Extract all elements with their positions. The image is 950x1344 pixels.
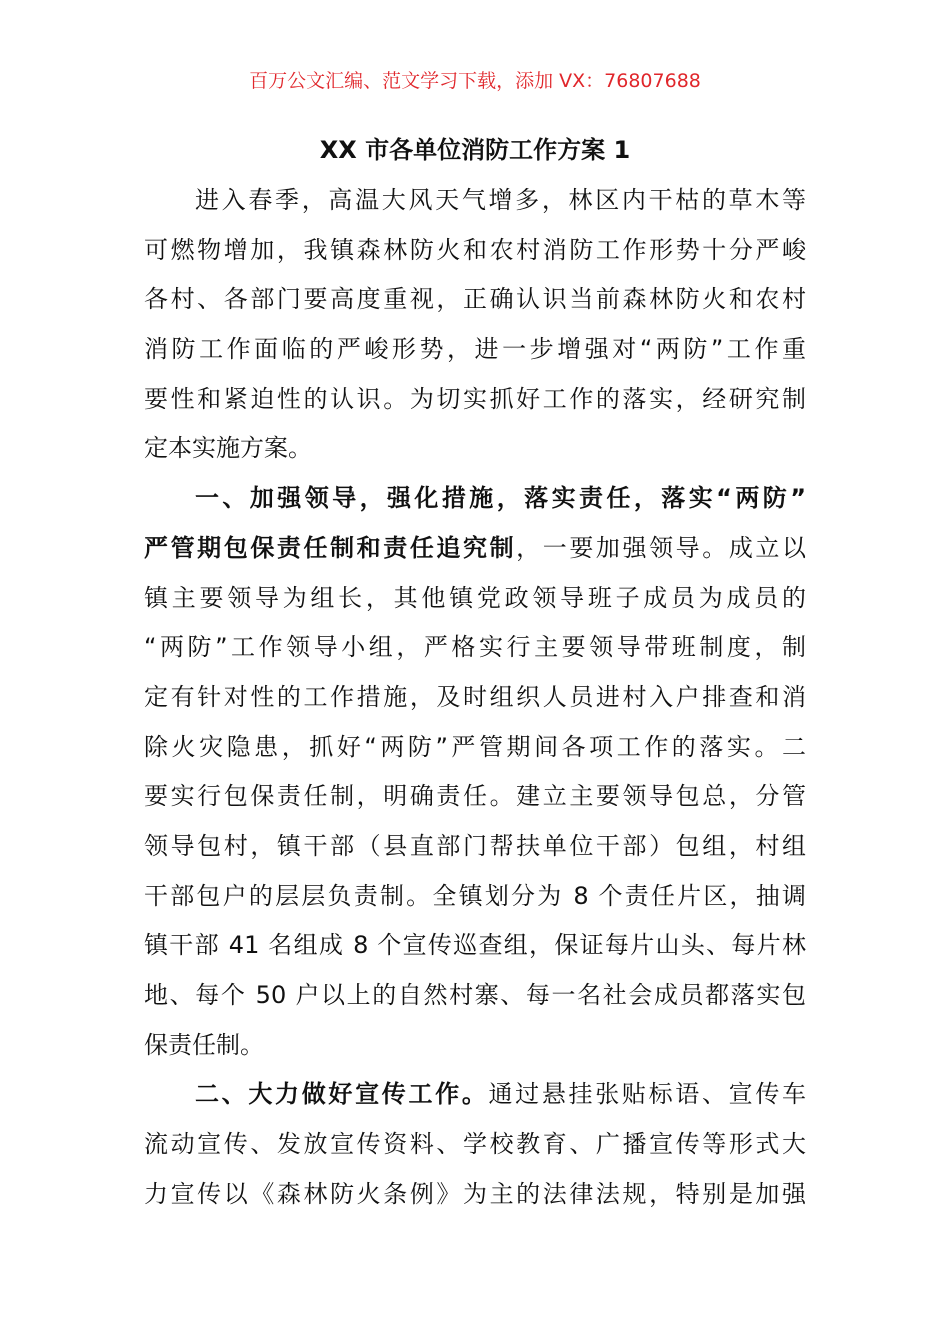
body-text: 各村、各部门要高度重视，正确认识当前森林防火和农村 <box>144 285 806 314</box>
paragraph <box>144 1070 806 1219</box>
text-line <box>144 524 806 574</box>
body-text: 要性和紧迫性的认识。为切实抓好工作的落实，经研究制 <box>144 384 806 413</box>
text-line <box>144 176 806 226</box>
text-line <box>144 673 806 723</box>
body-text: 力宣传以《森林防火条例》为主的法律法规，特别是加强 <box>144 1179 806 1208</box>
body-text: 干部包户的层层负责制。全镇划分为 8 个责任片区，抽调 <box>144 881 806 910</box>
paragraph <box>144 176 806 474</box>
text-line <box>144 226 806 276</box>
body-text: 可燃物增加，我镇森林防火和农村消防工作形势十分严峻 <box>144 235 806 264</box>
body-text: 消防工作面临的严峻形势，进一步增强对“两防”工作重 <box>144 335 806 364</box>
text-line <box>144 772 806 822</box>
text-line <box>144 574 806 624</box>
text-line <box>144 872 806 922</box>
body-text: “两防”工作领导小组，严格实行主要领导带班制度，制 <box>144 633 806 662</box>
body-text: 定有针对性的工作措施，及时组织人员进村入户排查和消 <box>144 682 806 711</box>
body-text: 地、每个 50 户以上的自然村寨、每一名社会成员都落实包 <box>144 981 806 1009</box>
body-text: 通过悬挂张贴标语、宣传车 <box>488 1080 806 1109</box>
text-line <box>144 1070 806 1120</box>
text-line <box>144 375 806 425</box>
bold-heading-text: 严管期包保责任制和责任追究制 <box>144 533 517 562</box>
bold-heading-text: 一、加强领导，强化措施，落实责任，落实“两防” <box>195 484 806 513</box>
bold-heading-text: 二、大力做好宣传工作。 <box>195 1080 489 1109</box>
text-line <box>144 325 806 375</box>
document-title: XX 市各单位消防工作方案 1 <box>319 136 631 164</box>
watermark-header: 百万公文汇编、范文学习下载，添加 VX：76807688 <box>249 70 701 92</box>
body-text: 定本实施方案。 <box>144 434 312 463</box>
body-text: 进入春季，高温大风天气增多，林区内干枯的草木等 <box>195 186 806 214</box>
body-text: 领导包村，镇干部（县直部门帮扶单位干部）包组，村组 <box>144 831 806 860</box>
document-body <box>144 176 806 1219</box>
text-line <box>144 623 806 673</box>
body-text: 要实行包保责任制，明确责任。建立主要领导包总，分管 <box>144 782 806 811</box>
text-line <box>144 1021 806 1071</box>
text-line <box>144 822 806 872</box>
paragraph <box>144 474 806 1070</box>
text-line <box>144 474 806 524</box>
body-text: 镇主要领导为组长，其他镇党政领导班子成员为成员的 <box>144 583 806 612</box>
body-text: ，一要加强领导。成立以 <box>516 533 807 562</box>
body-text: 除火灾隐患，抓好“两防”严管期间各项工作的落实。二 <box>144 732 806 761</box>
text-line <box>144 275 806 325</box>
body-text: 流动宣传、发放宣传资料、学校教育、广播宣传等形式大 <box>144 1130 806 1159</box>
text-line <box>144 921 806 971</box>
body-text: 保责任制。 <box>144 1030 264 1059</box>
text-line <box>144 424 806 474</box>
text-line <box>144 971 806 1021</box>
body-text: 镇干部 41 名组成 8 个宣传巡查组，保证每片山头、每片林 <box>144 931 806 960</box>
text-line <box>144 723 806 773</box>
text-line <box>144 1120 806 1170</box>
text-line <box>144 1170 806 1220</box>
